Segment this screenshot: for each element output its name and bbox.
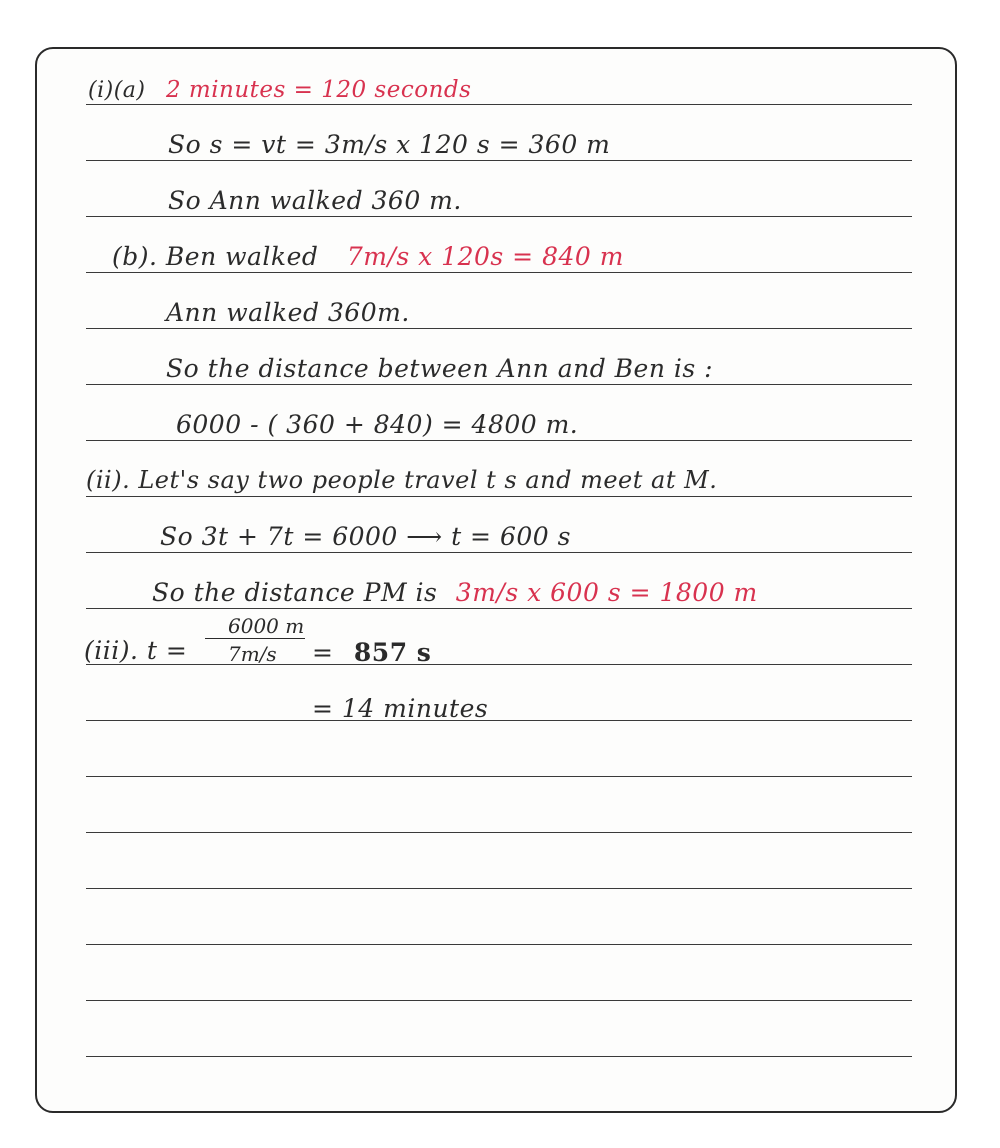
- formula-text: 6000 - ( 360 + 840) = 4800 m.: [176, 410, 579, 439]
- formula-text: So s = vt =: [168, 130, 325, 159]
- ruled-line: [86, 272, 912, 273]
- ruled-line: [86, 832, 912, 833]
- answer-line-12: [312, 694, 488, 723]
- ruled-line: [86, 384, 912, 385]
- ruled-line: [86, 104, 912, 105]
- answer-line-1: [88, 74, 471, 103]
- red-correction: 2 minutes = 120 seconds: [165, 77, 472, 103]
- answer-line-8: [86, 466, 717, 494]
- result-text: = 14 minutes: [312, 694, 489, 723]
- ruled-line: [86, 440, 912, 441]
- statement-text: Ann walked 360m.: [166, 298, 410, 327]
- ruled-line: [86, 664, 912, 665]
- statement-text: So the distance PM is: [152, 578, 438, 607]
- answer-line-9: [160, 522, 571, 551]
- ruled-line: [86, 944, 912, 945]
- part-label: (i)(a): [88, 78, 146, 103]
- ruled-line: [86, 216, 912, 217]
- formula-calc: 3m/s x 120 s = 360 m: [324, 130, 611, 159]
- ruled-line: [86, 608, 912, 609]
- answer-line-7: [176, 410, 578, 439]
- part-label-statement: (ii). Let's say two people travel t s and meet at M.: [86, 466, 718, 494]
- answer-line-2: [168, 130, 610, 159]
- formula-text: So 3t + 7t = 6000 ⟶ t = 600 s: [160, 522, 571, 551]
- part-label: (b). Ben walked: [112, 242, 319, 271]
- red-correction: 3m/s x 600 s = 1800 m: [455, 578, 758, 607]
- red-correction: 7m/s x 120s = 840 m: [346, 242, 624, 271]
- ruled-line: [86, 1000, 912, 1001]
- answer-line-4: [112, 242, 624, 271]
- statement-text: So Ann walked 360 m.: [168, 186, 462, 215]
- ruled-line: [86, 160, 912, 161]
- ruled-line: [86, 552, 912, 553]
- answer-line-10: [152, 578, 758, 607]
- answer-line-11-label: [84, 636, 187, 665]
- fraction-numerator: 6000 m: [228, 614, 305, 638]
- ruled-line: [86, 888, 912, 889]
- fraction-bar: [205, 638, 305, 639]
- answer-line-3: [168, 186, 462, 215]
- answer-line-11-result: [312, 638, 431, 667]
- ruled-line: [86, 328, 912, 329]
- ruled-line: [86, 776, 912, 777]
- part-label: (iii). t =: [84, 636, 188, 665]
- fraction-denominator: 7m/s: [228, 642, 277, 666]
- answer-line-6: [166, 354, 713, 383]
- ruled-line: [86, 496, 912, 497]
- ruled-line: [86, 1056, 912, 1057]
- ruled-line: [86, 720, 912, 721]
- equals-sign: =: [312, 638, 334, 667]
- statement-text: So the distance between Ann and Ben is :: [166, 354, 714, 383]
- result-value: 857 s: [353, 638, 432, 667]
- answer-line-5: [166, 298, 410, 327]
